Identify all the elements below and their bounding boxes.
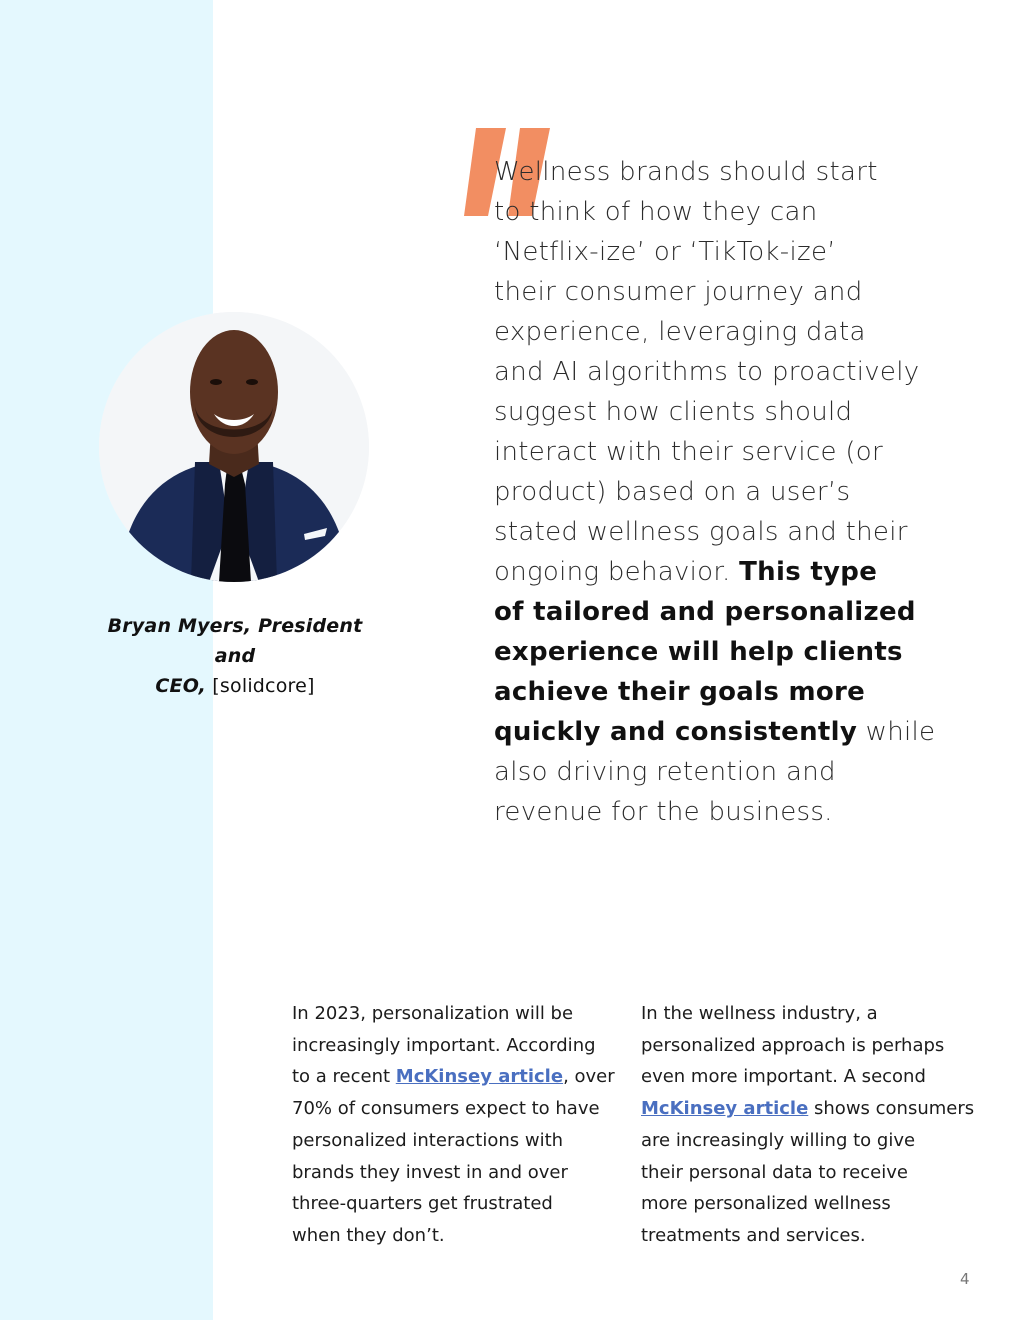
quote-line: experience, leveraging data bbox=[494, 317, 866, 347]
body-column-1 bbox=[292, 998, 622, 1252]
quote-text: ongoing behavior. bbox=[494, 557, 740, 587]
quote-emphasis: This type bbox=[739, 557, 878, 587]
quote-line: stated wellness goals and their bbox=[494, 517, 908, 547]
quote-line: to think of how they can bbox=[494, 197, 818, 227]
body-text: , over bbox=[563, 1066, 615, 1088]
body-line: more personalized wellness bbox=[641, 1193, 891, 1215]
body-line: are increasingly willing to give bbox=[641, 1129, 916, 1151]
body-line: even more important. A second bbox=[641, 1066, 926, 1088]
quote-line-mixed bbox=[494, 712, 964, 752]
body-line bbox=[292, 1061, 622, 1093]
speaker-portrait-photo bbox=[99, 312, 369, 582]
body-line: personalized interactions with bbox=[292, 1129, 564, 1151]
quote-emphasis-line: experience will help clients bbox=[494, 637, 903, 667]
quote-emphasis-line: achieve their goals more bbox=[494, 677, 866, 707]
speaker-name-title: Bryan Myers, President and bbox=[107, 615, 363, 667]
body-line: when they don’t. bbox=[292, 1224, 445, 1246]
quote-line: Wellness brands should start bbox=[494, 157, 878, 187]
quote-line: also driving retention and bbox=[494, 757, 836, 787]
body-line: brands they invest in and over bbox=[292, 1161, 568, 1183]
quote-line: their consumer journey and bbox=[494, 277, 863, 307]
quote-line: ‘Netflix-ize’ or ‘TikTok-ize’ bbox=[494, 237, 836, 267]
speaker-title-continued: CEO, bbox=[155, 675, 207, 697]
quote-line-mixed bbox=[494, 552, 964, 592]
body-line: personalized approach is perhaps bbox=[641, 1034, 945, 1056]
body-line: 70% of consumers expect to have bbox=[292, 1098, 600, 1120]
body-text: shows consumers bbox=[808, 1098, 975, 1120]
speaker-caption bbox=[90, 611, 380, 701]
body-line: In the wellness industry, a bbox=[641, 1003, 878, 1024]
mckinsey-article-link[interactable]: McKinsey article bbox=[395, 1066, 564, 1088]
page-number: 4 bbox=[960, 1270, 970, 1288]
quote-text: while bbox=[857, 717, 936, 747]
body-line: In 2023, personalization will be bbox=[292, 1003, 574, 1024]
body-line bbox=[641, 1093, 975, 1125]
quote-line: suggest how clients should bbox=[494, 397, 853, 427]
body-line: treatments and services. bbox=[641, 1224, 866, 1246]
body-line: three-quarters get frustrated bbox=[292, 1193, 553, 1215]
body-line: their personal data to receive bbox=[641, 1161, 908, 1183]
quote-emphasis: quickly and consistently bbox=[494, 717, 858, 747]
quote-line: interact with their service (or bbox=[494, 437, 883, 467]
quote-line: revenue for the business. bbox=[494, 797, 833, 827]
speaker-company: [solidcore] bbox=[206, 675, 315, 697]
portrait-illustration bbox=[99, 312, 369, 582]
mckinsey-second-article-link[interactable]: McKinsey article bbox=[641, 1098, 809, 1120]
body-text: to a recent bbox=[292, 1066, 396, 1088]
quote-line: and AI algorithms to proactively bbox=[494, 357, 920, 387]
body-line: increasingly important. According bbox=[292, 1034, 596, 1056]
body-column-2 bbox=[641, 998, 975, 1252]
quote-emphasis-line: of tailored and personalized bbox=[494, 597, 916, 627]
quote-line: product) based on a user’s bbox=[494, 477, 851, 507]
pull-quote bbox=[494, 152, 964, 832]
